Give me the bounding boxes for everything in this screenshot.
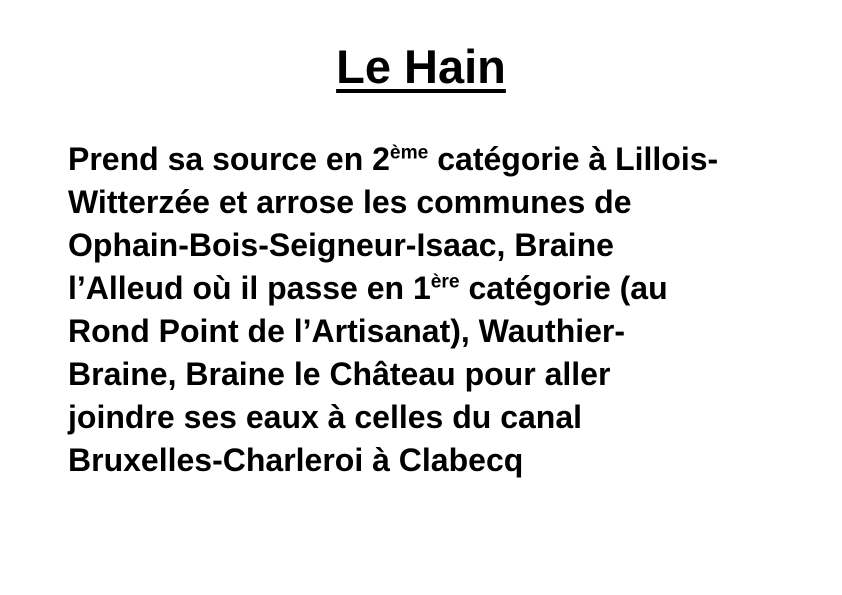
body-text-segment-3: catégorie (au Rond Point de l’Artisanat), Wauthier-Braine, Braine le Château pour aller joindre ses eaux à celles du canal Bruxelles-Charleroi à Clabecq (68, 270, 668, 478)
superscript-eme: ème (389, 142, 429, 164)
body-paragraph (68, 138, 723, 482)
body-text-segment-2: catégorie à Lillois-Witterzée et arrose les communes de Ophain-Bois-Seigneur-Isaac, Braine l’Alleud où il passe en 1 (68, 141, 719, 306)
page-title: Le Hain (336, 40, 506, 93)
body-text-segment-1: Prend sa source en 2 (68, 141, 390, 177)
superscript-ere: ère (430, 271, 460, 293)
